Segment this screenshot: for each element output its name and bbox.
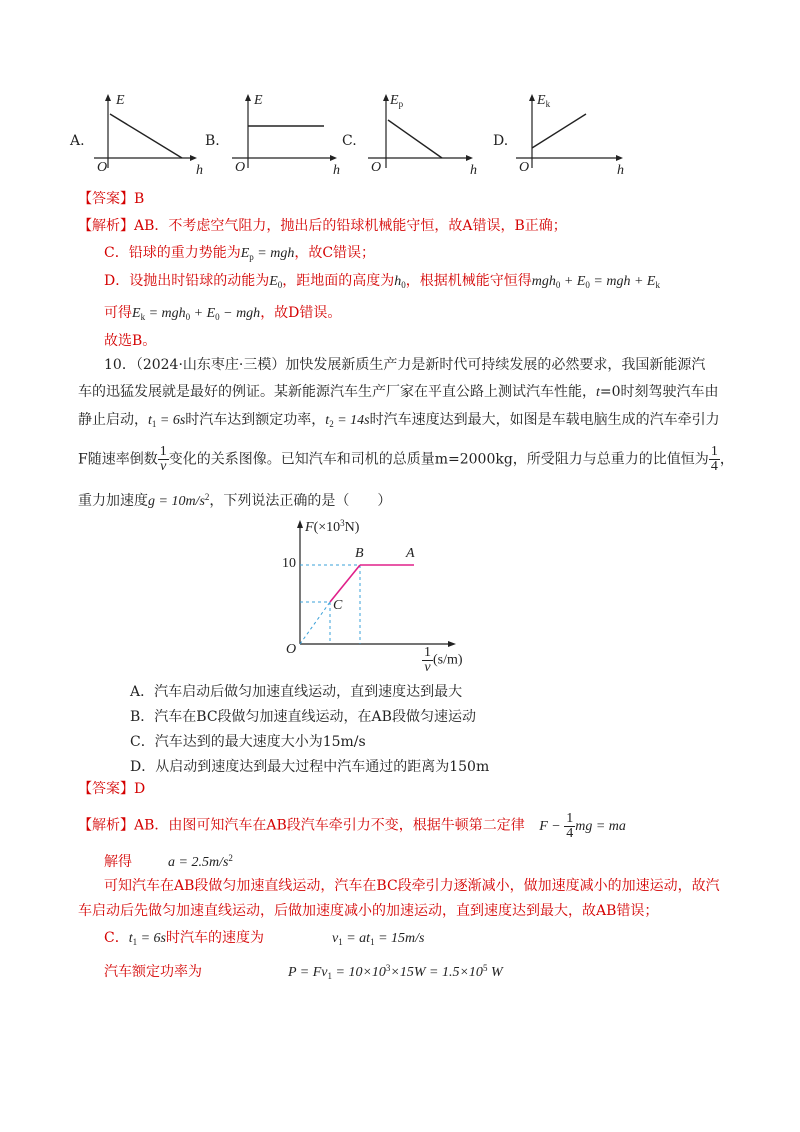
q10-point-a: A [406, 546, 415, 561]
graph-c-ylabel: $E_p$ [390, 93, 404, 109]
graph-c [364, 92, 479, 180]
q10-answer: 【答案】D [78, 781, 146, 797]
q10-stem-line5: 重力加速度$g = 10m/s^2$，下列说法正确的是（ ） [78, 492, 392, 509]
q10-choice-d[interactable]: D．从启动到速度达到最大过程中汽车通过的距离为150m [130, 759, 490, 775]
q10-analysis-line4: 车启动后先做匀加速直线运动，后做加速度减小的加速运动，直到速度达到最大，故AB错误； [78, 903, 659, 919]
segment-cb [330, 565, 360, 602]
option-letter-c: C. [342, 133, 357, 149]
graph-c-xlabel: h [470, 163, 477, 178]
graph-d-origin: O [519, 160, 530, 175]
graph-b-origin: O [235, 160, 246, 175]
q10-analysis-line6: 汽车额定功率为 $P = Fv_1 = 10\times 10^3\times 15W = 1.5\times 10^5$ W [104, 963, 503, 981]
q10-analysis-line5: C．$t_1 = 6s$时汽车的速度为 $v_1 = at_1 = 15m/s$ [104, 930, 425, 947]
q10-graph-origin: O [286, 642, 297, 657]
q9-analysis-line4: 可得$E_k = mgh_0 + E_0$ − mgh，故D错误。 [104, 305, 342, 322]
q9-conclusion: 故选B。 [104, 333, 157, 349]
q9-analysis-line3: D．设抛出时铅球的动能为$E_0$，距地面的高度为$h_0$，根据机械能守恒得$mgh_0 + E_0$ = mgh + $E_k$ [104, 273, 660, 290]
q10-point-c: C [333, 598, 343, 613]
q10-point-b: B [355, 546, 364, 561]
q10-choice-b[interactable]: B．汽车在BC段做匀加速直线运动，在AB段做匀速运动 [130, 709, 476, 725]
q10-stem-line2: 车的迅猛发展就是最好的例证。某新能源汽车生产厂家在平直公路上测试汽车性能，t=0时刻驾驶汽车由 [78, 384, 719, 400]
option-letter-b: B. [205, 133, 220, 149]
graph-c-origin: O [371, 160, 382, 175]
dash-origin-c [300, 602, 330, 644]
q10-stem-line4: F随速率倒数 $\frac{1}{v}$ 变化的关系图像。已知汽车和司机的总质量m=2000kg，所受阻力与总重力的比值恒为 $\frac{1}{4}$ ， [78, 444, 734, 474]
q10-analysis-line1: 【解析】AB．由图可知汽车在AB段汽车牵引力不变，根据牛顿第二定律 F − $\frac{1}{4}$ mg = ma [78, 811, 626, 841]
option-letter-d: D. [493, 133, 509, 149]
graph-a-ylabel: E [116, 93, 125, 108]
graph-b-xlabel: h [333, 163, 340, 178]
graph-b [228, 92, 343, 180]
graph-a-origin: O [97, 160, 108, 175]
graph-a-xlabel: h [196, 163, 203, 178]
graph-b-ylabel: E [254, 93, 263, 108]
q10-graph-xlabel: $\frac{1}{v}$ (s/m) [424, 645, 463, 675]
graph-d-xlabel: h [617, 163, 624, 178]
q10-choice-c[interactable]: C．汽车达到的最大速度大小为15m/s [130, 734, 366, 750]
graph-d [512, 92, 630, 180]
graph-d-ylabel: $E_k$ [537, 93, 551, 109]
q10-graph-ytick: 10 [282, 556, 296, 571]
q10-choice-a[interactable]: A．汽车启动后做匀加速直线运动，直到速度达到最大 [130, 684, 463, 700]
q9-analysis-line1: 【解析】AB．不考虑空气阻力，抛出后的铅球机械能守恒，故A错误，B正确； [78, 218, 567, 234]
q9-analysis-line2: C．铅球的重力势能为$E_p$ = mgh，故C错误； [104, 245, 376, 262]
q10-analysis-line3: 可知汽车在AB段做匀加速直线运动，汽车在BC段牵引力逐渐减小，做加速度减小的加速运动，故汽 [104, 878, 720, 894]
option-letter-a: A. [70, 133, 85, 149]
q9-answer: 【答案】B [78, 191, 145, 207]
q10-graph-ylabel: $F(\times 10^3N)$ [305, 518, 360, 535]
q10-analysis-line2: 解得 $a = 2.5m/s^2$ [104, 853, 233, 870]
q10-stem-line3: 静止启动，$t_1 = 6s$时汽车达到额定功率，$t_2 = 14s$时汽车速度达到最大，如图是车载电脑生成的汽车牵引力 [78, 412, 720, 429]
q10-stem-line1: 10．（2024·山东枣庄·三模）加快发展新质生产力是新时代可持续发展的必然要求，我国新能源汽 [104, 357, 706, 373]
